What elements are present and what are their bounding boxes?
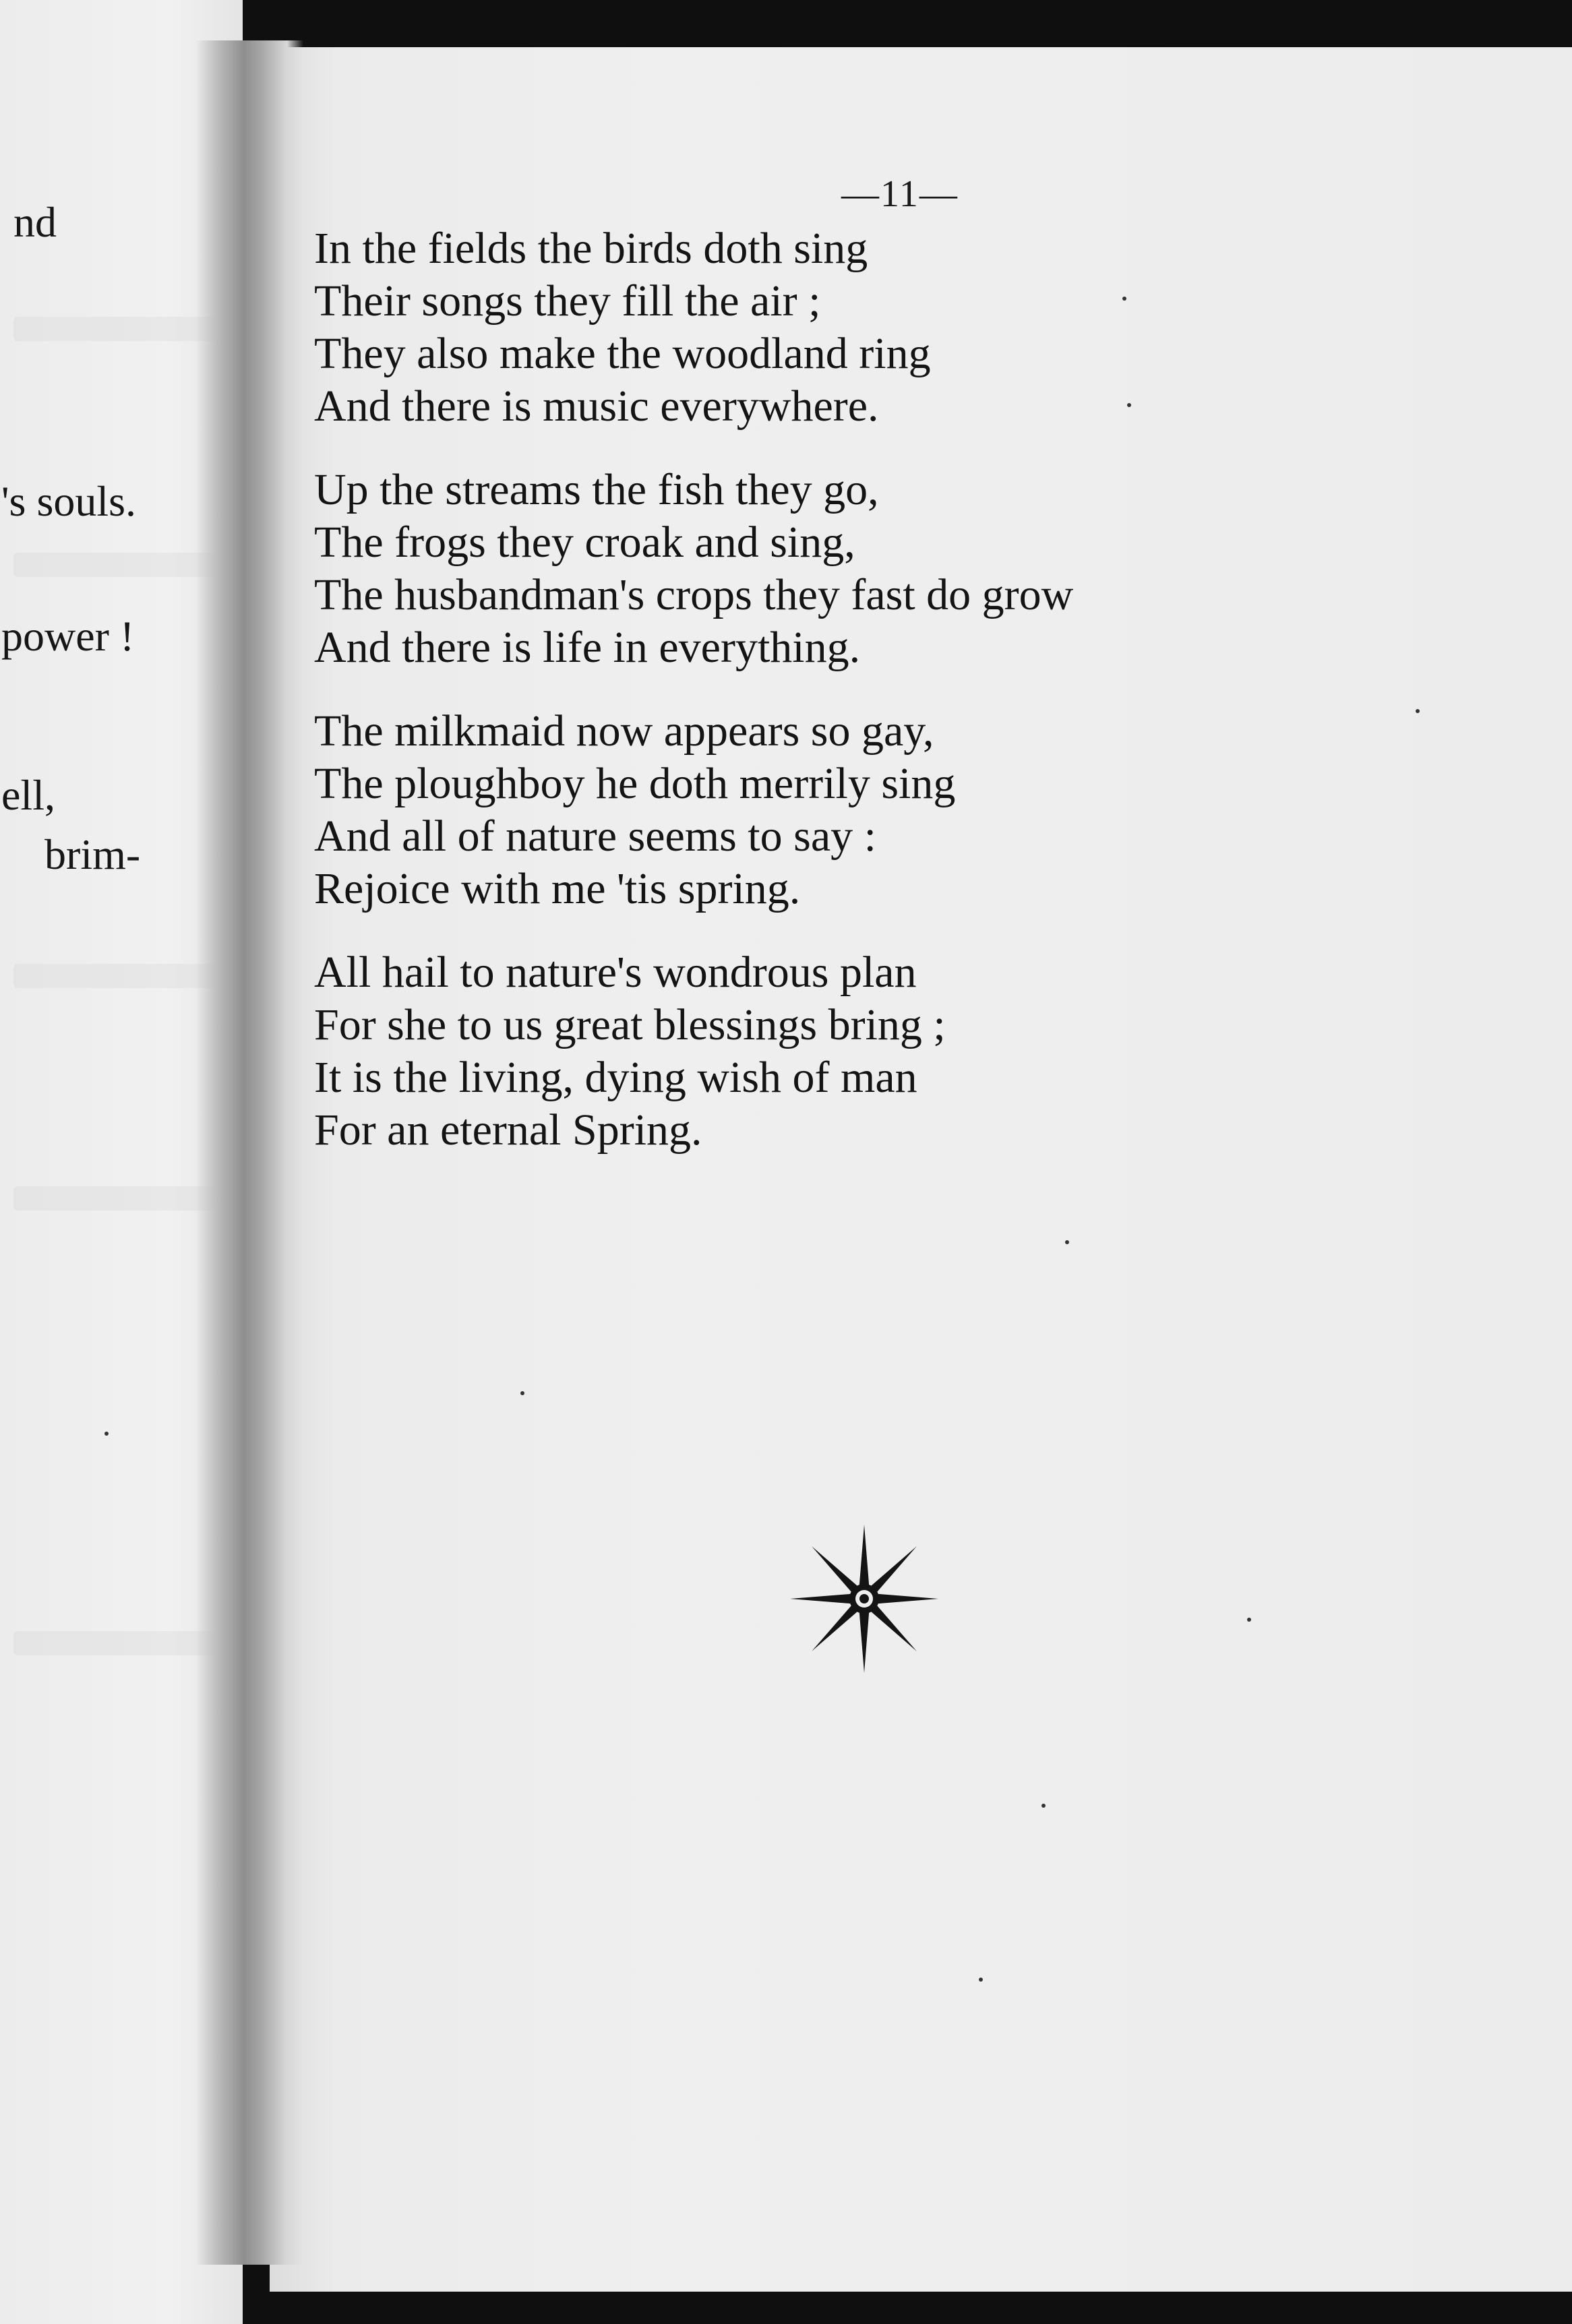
paper-speck [1416, 709, 1420, 713]
poem-line: The milkmaid now appears so gay, [314, 706, 934, 756]
faint-bleed-line [13, 1186, 216, 1211]
star-ornament-icon [783, 1518, 945, 1680]
left-page-fragment: power ! [1, 612, 135, 660]
faint-bleed-line [13, 317, 216, 341]
paper-speck [1247, 1618, 1251, 1622]
poem-line: And all of nature seems to say : [314, 812, 876, 861]
poem-line: All hail to nature's wondrous plan [314, 948, 917, 997]
left-page-fragment: ell, [1, 771, 55, 819]
poem-line: The ploughboy he doth merrily sing [314, 759, 956, 808]
poem-line: In the fields the birds doth sing [314, 224, 868, 273]
paper-speck [1127, 403, 1131, 407]
faint-bleed-line [13, 553, 216, 577]
paper-speck [1065, 1240, 1069, 1244]
book-gutter-shadow [195, 40, 303, 2265]
poem-line: Their songs they fill the air ; [314, 276, 821, 326]
left-page-fragment: nd [13, 198, 57, 246]
poem-line: Up the streams the fish they go, [314, 465, 879, 514]
faint-bleed-line [13, 964, 216, 988]
poem-line: It is the living, dying wish of man [314, 1053, 917, 1102]
stanza [314, 222, 1073, 433]
paper-speck [104, 1432, 109, 1436]
poem-line: Rejoice with me 'tis spring. [314, 864, 801, 913]
poem-line: The frogs they croak and sing, [314, 518, 855, 567]
paper-speck [1041, 1804, 1046, 1808]
paper-speck [520, 1391, 524, 1395]
poem-line: The husbandman's crops they fast do grow [314, 570, 1074, 619]
poem-line: For an eternal Spring. [314, 1105, 702, 1155]
page-number: —11— [841, 173, 959, 215]
faint-bleed-line [13, 1631, 216, 1655]
poem [314, 222, 1073, 1188]
stanza [314, 464, 1073, 674]
poem-line: They also make the woodland ring [314, 329, 931, 378]
left-page-fragment: 's souls. [1, 477, 137, 525]
poem-line: For she to us great blessings bring ; [314, 1000, 946, 1049]
stanza [314, 705, 1073, 915]
poem-line: And there is music everywhere. [314, 381, 879, 431]
left-page-fragment: brim- [44, 830, 141, 878]
stanza [314, 946, 1073, 1157]
poem-line: And there is life in everything. [314, 623, 861, 672]
paper-speck [1122, 297, 1126, 301]
paper-speck [979, 1978, 983, 1982]
